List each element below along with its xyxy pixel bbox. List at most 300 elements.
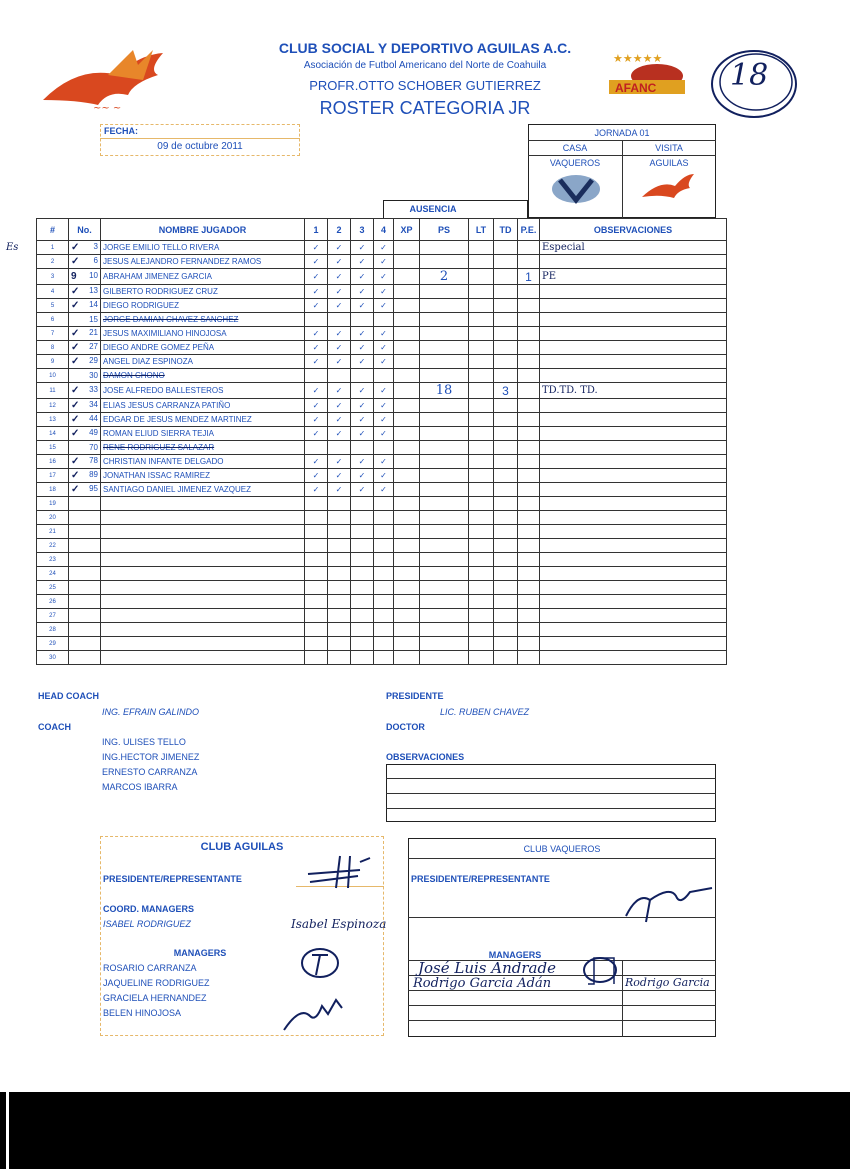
td-cell — [494, 595, 518, 609]
player-name: JESUS MAXIMILIANO HINOJOSA — [101, 327, 305, 341]
vaqueros-manager-signature — [580, 954, 624, 990]
lt-cell — [469, 355, 494, 369]
col-q1: 1 — [305, 219, 328, 241]
xp-cell — [394, 355, 420, 369]
player-number-value: 34 — [89, 400, 98, 409]
aguilas-manager-3: GRACIELA HERNANDEZ — [103, 993, 207, 1003]
quarter-check — [374, 595, 394, 609]
quarter-check — [305, 609, 328, 623]
quarter-check: ✓ — [328, 383, 351, 399]
player-name: JOSE ALFREDO BALLESTEROS — [101, 383, 305, 399]
observation-cell — [540, 637, 727, 651]
quarter-check — [305, 313, 328, 327]
quarter-check: ✓ — [328, 269, 351, 285]
lt-cell — [469, 327, 494, 341]
quarter-check: ✓ — [351, 413, 374, 427]
row-index: 17 — [37, 469, 69, 483]
player-number-value: 78 — [89, 456, 98, 465]
quarter-check: ✓ — [374, 341, 394, 355]
coach-2: ING.HECTOR JIMENEZ — [102, 752, 200, 762]
player-name: JESUS ALEJANDRO FERNANDEZ RAMOS — [101, 255, 305, 269]
table-row — [37, 427, 727, 441]
lt-cell — [469, 469, 494, 483]
pe-cell — [518, 313, 540, 327]
td-cell — [494, 553, 518, 567]
quarter-check — [351, 497, 374, 511]
vaqueros-logo-icon — [550, 172, 602, 206]
quarter-check — [328, 581, 351, 595]
fecha-value: 09 de octubre 2011 — [157, 141, 243, 152]
quarter-check: ✓ — [305, 483, 328, 497]
pe-cell — [518, 441, 540, 455]
row-index: 8 — [37, 341, 69, 355]
table-row — [37, 469, 727, 483]
quarter-check — [305, 623, 328, 637]
player-name: EDGAR DE JESUS MENDEZ MARTINEZ — [101, 413, 305, 427]
player-name: DIEGO RODRIGUEZ — [101, 299, 305, 313]
lt-cell — [469, 623, 494, 637]
quarter-check — [351, 595, 374, 609]
club-title: CLUB SOCIAL Y DEPORTIVO AGUILAS A.C. — [278, 40, 572, 56]
quarter-check — [305, 595, 328, 609]
player-number: 30 — [69, 369, 101, 383]
player-number — [69, 609, 101, 623]
association-subtitle: Asociación de Futbol Americano del Norte de Coahuila — [303, 60, 547, 71]
ps-cell — [420, 469, 469, 483]
xp-cell — [394, 427, 420, 441]
lt-cell — [469, 369, 494, 383]
pe-cell — [518, 413, 540, 427]
quarter-check — [328, 595, 351, 609]
pe-cell — [518, 299, 540, 313]
observation-cell — [540, 483, 727, 497]
player-number — [69, 483, 101, 497]
quarter-check: ✓ — [305, 413, 328, 427]
player-number — [69, 525, 101, 539]
pe-cell — [518, 455, 540, 469]
row-index: 1 — [37, 241, 69, 255]
quarter-check: ✓ — [305, 469, 328, 483]
observation-cell — [540, 313, 727, 327]
td-cell — [494, 483, 518, 497]
row-index: 3 — [37, 269, 69, 285]
attendance-mark: ✓ — [71, 242, 80, 253]
lt-cell — [469, 269, 494, 285]
vaqueros-manager-1: José Luis Andrade — [418, 959, 556, 977]
xp-cell — [394, 511, 420, 525]
coach-3: ERNESTO CARRANZA — [102, 767, 198, 777]
quarter-check — [351, 581, 374, 595]
attendance-mark: ✓ — [71, 328, 80, 339]
col-lt: LT — [469, 219, 494, 241]
scan-edge — [6, 1092, 9, 1169]
lt-cell — [469, 511, 494, 525]
col-q4: 4 — [374, 219, 394, 241]
ps-cell: 18 — [420, 383, 469, 399]
player-number — [69, 581, 101, 595]
vaqueros-managers-label: MANAGERS — [488, 950, 542, 960]
table-row — [37, 255, 727, 269]
player-name: ABRAHAM JIMENEZ GARCIA — [101, 269, 305, 285]
player-name: GILBERTO RODRIGUEZ CRUZ — [101, 285, 305, 299]
pe-cell — [518, 595, 540, 609]
table-row — [37, 399, 727, 413]
row-index: 6 — [37, 313, 69, 327]
quarter-check: ✓ — [305, 399, 328, 413]
svg-text:~~ ~: ~~ ~ — [93, 103, 122, 114]
row-index: 13 — [37, 413, 69, 427]
ps-cell — [420, 511, 469, 525]
player-number — [69, 341, 101, 355]
quarter-check: ✓ — [328, 455, 351, 469]
table-row — [37, 285, 727, 299]
table-row — [37, 553, 727, 567]
quarter-check — [328, 539, 351, 553]
player-number — [69, 399, 101, 413]
player-number-value: 29 — [89, 356, 98, 365]
quarter-check — [351, 651, 374, 665]
xp-cell — [394, 567, 420, 581]
quarter-check: ✓ — [305, 269, 328, 285]
xp-cell — [394, 299, 420, 313]
player-number — [69, 469, 101, 483]
td-cell — [494, 299, 518, 313]
row-index: 12 — [37, 399, 69, 413]
player-number — [69, 299, 101, 313]
observaciones-label: OBSERVACIONES — [386, 752, 465, 762]
pe-cell — [518, 369, 540, 383]
quarter-check: ✓ — [374, 483, 394, 497]
quarter-check: ✓ — [374, 269, 394, 285]
quarter-check — [305, 539, 328, 553]
player-number-value: 10 — [89, 271, 98, 280]
ps-cell — [420, 413, 469, 427]
player-number — [69, 623, 101, 637]
quarter-check — [351, 369, 374, 383]
player-number-value: 6 — [93, 256, 98, 265]
quarter-check — [328, 525, 351, 539]
player-name: JORGE EMILIO TELLO RIVERA — [101, 241, 305, 255]
xp-cell — [394, 255, 420, 269]
row-index: 23 — [37, 553, 69, 567]
td-cell — [494, 567, 518, 581]
jornada-title: JORNADA 01 — [594, 128, 650, 138]
observation-cell — [540, 427, 727, 441]
player-name — [101, 539, 305, 553]
ps-cell — [420, 623, 469, 637]
quarter-check: ✓ — [351, 241, 374, 255]
quarter-check: ✓ — [305, 383, 328, 399]
vaqueros-presidente-signature — [620, 882, 716, 926]
quarter-check — [328, 651, 351, 665]
lt-cell — [469, 341, 494, 355]
td-cell — [494, 285, 518, 299]
coach-4: MARCOS IBARRA — [102, 782, 178, 792]
player-name — [101, 637, 305, 651]
player-number — [69, 383, 101, 399]
table-row — [37, 327, 727, 341]
xp-cell — [394, 341, 420, 355]
observation-cell — [540, 327, 727, 341]
quarter-check — [305, 567, 328, 581]
xp-cell — [394, 497, 420, 511]
quarter-check — [328, 313, 351, 327]
col-no: No. — [69, 219, 101, 241]
xp-cell — [394, 269, 420, 285]
pe-cell — [518, 241, 540, 255]
quarter-check: ✓ — [305, 355, 328, 369]
manager-signature — [280, 992, 350, 1036]
td-cell — [494, 341, 518, 355]
lt-cell — [469, 427, 494, 441]
player-number-value: 33 — [89, 385, 98, 394]
observation-cell — [540, 581, 727, 595]
ps-cell — [420, 341, 469, 355]
player-number: 70 — [69, 441, 101, 455]
xp-cell — [394, 581, 420, 595]
quarter-check: ✓ — [305, 255, 328, 269]
observation-cell — [540, 369, 727, 383]
row-index: 5 — [37, 299, 69, 313]
quarter-check: ✓ — [351, 285, 374, 299]
quarter-check: ✓ — [305, 455, 328, 469]
lt-cell — [469, 455, 494, 469]
quarter-check: ✓ — [328, 355, 351, 369]
table-row — [37, 511, 727, 525]
quarter-check — [351, 567, 374, 581]
row-index: 4 — [37, 285, 69, 299]
table-row — [37, 313, 727, 327]
row-index: 27 — [37, 609, 69, 623]
player-name — [101, 623, 305, 637]
td-cell — [494, 525, 518, 539]
quarter-check: ✓ — [328, 241, 351, 255]
quarter-check: ✓ — [374, 299, 394, 313]
quarter-check: ✓ — [328, 255, 351, 269]
quarter-check — [351, 525, 374, 539]
ps-cell — [420, 595, 469, 609]
xp-cell — [394, 383, 420, 399]
quarter-check: ✓ — [305, 327, 328, 341]
observation-cell — [540, 595, 727, 609]
profr-name: PROFR.OTTO SCHOBER GUTIERREZ — [309, 78, 541, 93]
td-cell — [494, 241, 518, 255]
row-index: 22 — [37, 539, 69, 553]
roster-header-row — [37, 219, 727, 241]
quarter-check — [305, 581, 328, 595]
observation-cell — [540, 341, 727, 355]
observation-cell — [540, 355, 727, 369]
aguilas-manager-4: BELEN HINOJOSA — [103, 1008, 182, 1018]
player-number — [69, 511, 101, 525]
table-row — [37, 497, 727, 511]
pe-cell — [518, 553, 540, 567]
attendance-mark: ✓ — [71, 414, 80, 425]
row-index: 19 — [37, 497, 69, 511]
coord-signature: Isabel Espinoza — [291, 917, 387, 931]
lt-cell — [469, 399, 494, 413]
ps-cell — [420, 483, 469, 497]
observation-cell — [540, 399, 727, 413]
lt-cell — [469, 413, 494, 427]
lt-cell — [469, 609, 494, 623]
pe-cell — [518, 581, 540, 595]
quarter-check: ✓ — [305, 299, 328, 313]
ps-cell — [420, 399, 469, 413]
col-td: TD — [494, 219, 518, 241]
quarter-check — [374, 511, 394, 525]
quarter-check — [374, 581, 394, 595]
attendance-mark: ✓ — [71, 286, 80, 297]
quarter-check — [328, 511, 351, 525]
td-cell — [494, 609, 518, 623]
quarter-check: ✓ — [328, 413, 351, 427]
row-index: 9 — [37, 355, 69, 369]
table-row — [37, 623, 727, 637]
observation-cell — [540, 455, 727, 469]
player-number-value: 14 — [89, 300, 98, 309]
table-row — [37, 581, 727, 595]
attendance-mark: ✓ — [71, 356, 80, 367]
row-index: 28 — [37, 623, 69, 637]
quarter-check — [374, 651, 394, 665]
player-number-value: 21 — [89, 328, 98, 337]
table-row — [37, 595, 727, 609]
quarter-check — [351, 313, 374, 327]
attendance-mark: ✓ — [71, 300, 80, 311]
observation-cell — [540, 497, 727, 511]
pe-cell — [518, 567, 540, 581]
col-num: # — [37, 219, 69, 241]
xp-cell — [394, 637, 420, 651]
head-coach-label: HEAD COACH — [38, 691, 100, 701]
fecha-label: FECHA: — [104, 126, 138, 136]
xp-cell — [394, 483, 420, 497]
presidente-name: LIC. RUBEN CHAVEZ — [440, 707, 530, 717]
quarter-check: ✓ — [328, 299, 351, 313]
player-name: ANGEL DIAZ ESPINOZA — [101, 355, 305, 369]
attendance-mark: ✓ — [71, 456, 80, 467]
pe-cell — [518, 497, 540, 511]
player-name — [101, 595, 305, 609]
pe-cell — [518, 511, 540, 525]
pe-cell — [518, 637, 540, 651]
td-cell — [494, 469, 518, 483]
pe-cell — [518, 383, 540, 399]
aguilas-managers-label: MANAGERS — [173, 948, 227, 958]
player-name — [101, 497, 305, 511]
quarter-check: ✓ — [328, 285, 351, 299]
td-cell — [494, 313, 518, 327]
player-name: ROMAN ELIUD SIERRA TEJIA — [101, 427, 305, 441]
observation-cell: Especial — [540, 241, 727, 255]
player-number-value: 89 — [89, 470, 98, 479]
observation-cell — [540, 539, 727, 553]
player-number-value: 95 — [89, 484, 98, 493]
td-cell — [494, 399, 518, 413]
vaqueros-manager-2-signature: Rodrigo Garcia — [625, 976, 710, 989]
ps-cell — [420, 255, 469, 269]
table-row — [37, 413, 727, 427]
quarter-check: ✓ — [374, 427, 394, 441]
col-ps: PS — [420, 219, 469, 241]
quarter-check — [328, 637, 351, 651]
quarter-check: ✓ — [328, 341, 351, 355]
quarter-check — [351, 637, 374, 651]
quarter-check: ✓ — [328, 483, 351, 497]
player-name — [101, 581, 305, 595]
observation-cell — [540, 299, 727, 313]
td-cell — [494, 369, 518, 383]
quarter-check: ✓ — [305, 341, 328, 355]
attendance-mark: ✓ — [71, 470, 80, 481]
pe-cell — [518, 255, 540, 269]
quarter-check — [374, 313, 394, 327]
pe-cell — [518, 539, 540, 553]
quarter-check — [374, 369, 394, 383]
attendance-mark: ✓ — [71, 342, 80, 353]
lt-cell — [469, 539, 494, 553]
ps-cell — [420, 651, 469, 665]
attendance-mark: ✓ — [71, 385, 80, 396]
aguilas-logo-icon — [640, 172, 696, 202]
observation-cell — [540, 255, 727, 269]
table-row — [37, 369, 727, 383]
quarter-check: ✓ — [351, 399, 374, 413]
observation-cell — [540, 651, 727, 665]
coach-label: COACH — [38, 722, 71, 732]
quarter-check — [351, 441, 374, 455]
xp-cell — [394, 469, 420, 483]
player-name — [101, 553, 305, 567]
col-observaciones: OBSERVACIONES — [540, 219, 727, 241]
quarter-check — [305, 637, 328, 651]
player-number: 15 — [69, 313, 101, 327]
quarter-check — [305, 369, 328, 383]
lt-cell — [469, 651, 494, 665]
observation-cell — [540, 567, 727, 581]
row-index: 30 — [37, 651, 69, 665]
row-index: 16 — [37, 455, 69, 469]
xp-cell — [394, 595, 420, 609]
pe-cell — [518, 609, 540, 623]
pe-cell — [518, 623, 540, 637]
quarter-check: ✓ — [351, 327, 374, 341]
visita-label: VISITA — [655, 143, 683, 153]
observation-cell: PE — [540, 269, 727, 285]
xp-cell — [394, 539, 420, 553]
observation-cell — [540, 511, 727, 525]
player-name — [101, 511, 305, 525]
col-xp: XP — [394, 219, 420, 241]
td-cell — [494, 355, 518, 369]
player-number — [69, 637, 101, 651]
row-index: 24 — [37, 567, 69, 581]
col-q2: 2 — [328, 219, 351, 241]
table-row — [37, 567, 727, 581]
td-cell — [494, 269, 518, 285]
lt-cell — [469, 285, 494, 299]
ps-cell — [420, 313, 469, 327]
table-row — [37, 383, 727, 399]
quarter-check — [328, 369, 351, 383]
col-q3: 3 — [351, 219, 374, 241]
lt-cell — [469, 553, 494, 567]
observation-cell — [540, 553, 727, 567]
table-row — [37, 525, 727, 539]
table-row — [37, 355, 727, 369]
quarter-check — [351, 511, 374, 525]
